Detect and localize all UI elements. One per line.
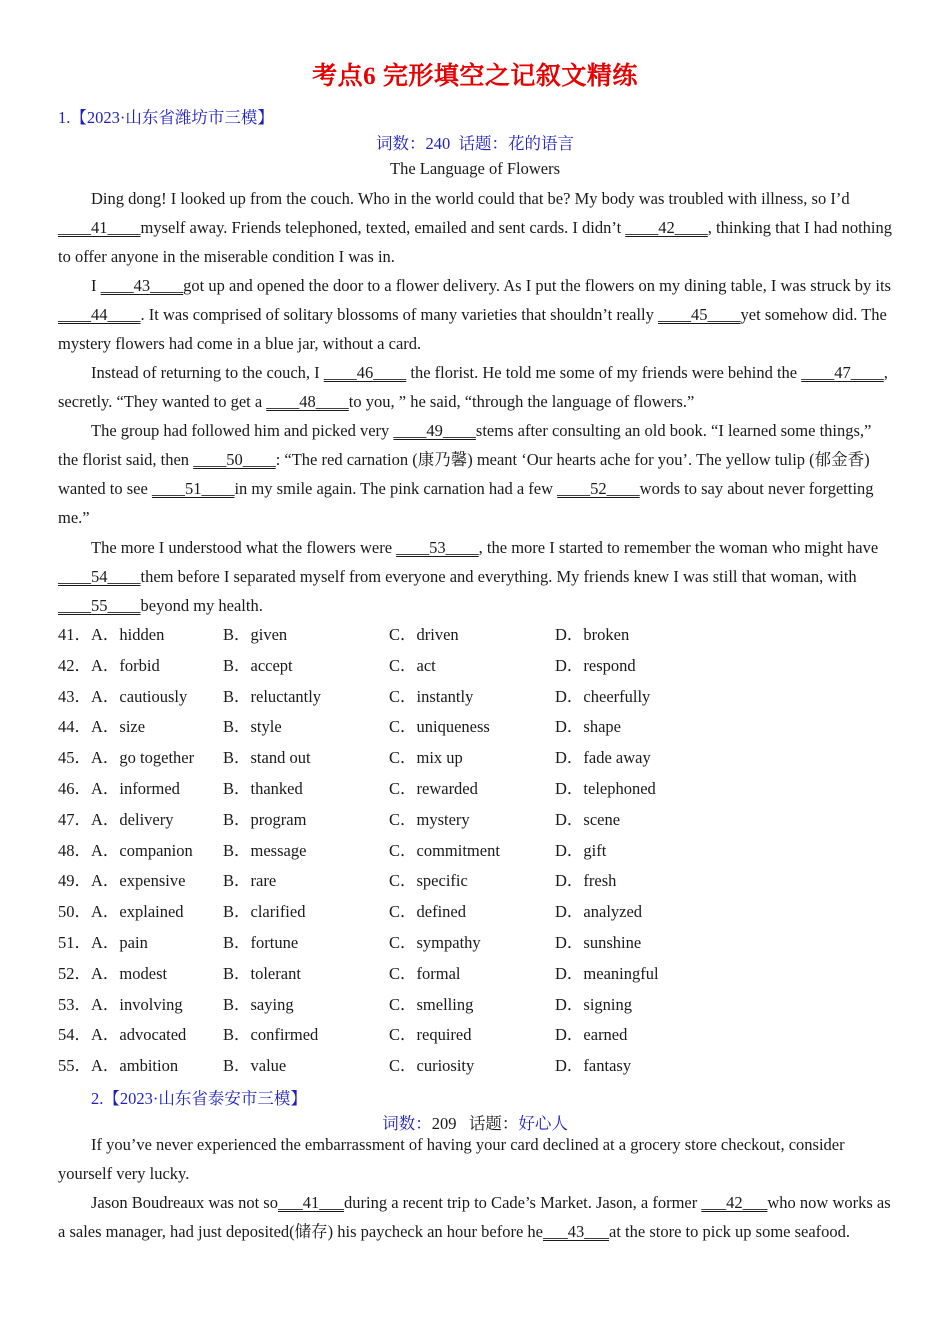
passage-text: beyond my health. xyxy=(140,596,263,615)
option-d: D．meaningful xyxy=(555,963,659,983)
passage-text: Instead of returning to the couch, I xyxy=(91,363,324,382)
passage-text: Ding dong! I looked up from the couch. Who in the world could that be? My body was troubled with illness, so I’d xyxy=(91,189,850,208)
answer-blank: ____43____ xyxy=(100,276,184,295)
answer-blank: ____54____ xyxy=(58,567,141,586)
option-b: B．stand out xyxy=(223,748,311,768)
option-row xyxy=(58,836,758,867)
passage-text: during a recent trip to Cade’s Market. Jason, a former xyxy=(343,1193,702,1212)
option-d: D．scene xyxy=(555,809,621,829)
option-a: A．companion xyxy=(91,840,193,860)
passage-text: myself away. Friends telephoned, texted, emailed and sent cards. I didn’t xyxy=(140,218,626,237)
option-c: C．curiosity xyxy=(389,1056,475,1076)
q1-paragraph xyxy=(58,271,893,358)
answer-blank: ____52____ xyxy=(557,479,640,498)
option-row xyxy=(58,620,758,651)
passage-text: , secretly. “They wanted to get a xyxy=(58,363,888,411)
option-b: B．accept xyxy=(223,655,293,675)
question-number: 54． xyxy=(58,1025,91,1045)
option-b: B．confirmed xyxy=(223,1025,319,1045)
option-a: A．advocated xyxy=(91,1025,187,1045)
option-c: C．required xyxy=(389,1025,472,1045)
passage-text: . It was comprised of solitary blossoms of many varieties that shouldn’t really xyxy=(140,305,659,324)
option-c: C．mystery xyxy=(389,809,470,829)
q1-paragraph xyxy=(58,533,893,620)
option-d: D．fantasy xyxy=(555,1056,632,1076)
q1-paragraph xyxy=(58,416,893,532)
option-row xyxy=(58,743,758,774)
option-a: A．ambition xyxy=(91,1056,179,1076)
answer-blank: ____46____ xyxy=(323,363,407,382)
passage-text: The group had followed him and picked very xyxy=(91,421,394,440)
question-1-meta xyxy=(0,130,950,154)
answer-blank: ____42____ xyxy=(625,218,708,237)
answer-blank: ____47____ xyxy=(801,363,884,382)
passage-text: in my smile again. The pink carnation had a few xyxy=(234,479,558,498)
option-row xyxy=(58,990,758,1021)
option-row xyxy=(58,1051,758,1082)
topic-label: 话题： xyxy=(468,1114,519,1133)
option-c: C．mix up xyxy=(389,748,463,768)
passage-text: who now works as a sales manager, had just deposited(储存) his paycheck an hour before he xyxy=(58,1193,891,1241)
passage-text: the florist. He told me some of my friends were behind the xyxy=(406,363,802,382)
option-a: A．delivery xyxy=(91,809,174,829)
options-list xyxy=(58,620,758,1082)
question-number: 43． xyxy=(58,686,91,706)
option-b: B．fortune xyxy=(223,932,299,952)
option-c: C．commitment xyxy=(389,840,500,860)
answer-blank: ____45____ xyxy=(658,305,741,324)
word-count-label: 词数： xyxy=(376,134,426,153)
option-c: C．driven xyxy=(389,625,459,644)
option-b: B．saying xyxy=(223,994,294,1014)
q1-paragraph xyxy=(58,184,893,271)
question-number: 45． xyxy=(58,748,91,768)
option-a: A．hidden xyxy=(91,625,165,644)
option-d: D．earned xyxy=(555,1025,628,1045)
option-d: D．signing xyxy=(555,994,633,1014)
question-number: 52． xyxy=(58,963,91,983)
word-count: 240 xyxy=(425,134,451,153)
option-a: A．cautiously xyxy=(91,686,188,706)
answer-blank: ___42___ xyxy=(701,1193,768,1212)
passage-text: at the store to pick up some seafood. xyxy=(609,1222,851,1241)
answer-blank: ____41____ xyxy=(58,218,141,237)
word-count: 209 xyxy=(431,1114,457,1133)
option-c: C．sympathy xyxy=(389,932,481,952)
option-b: B．tolerant xyxy=(223,963,301,983)
option-c: C．smelling xyxy=(389,994,474,1014)
option-c: C．specific xyxy=(389,871,468,891)
passage-text: , the more I started to remember the woman who might have xyxy=(478,538,879,557)
option-c: C．uniqueness xyxy=(389,717,490,737)
answer-blank: ____44____ xyxy=(58,305,141,324)
option-c: C．formal xyxy=(389,963,461,983)
q1-paragraph xyxy=(58,358,893,416)
question-number: 49． xyxy=(58,871,91,891)
option-d: D．shape xyxy=(555,717,621,737)
option-a: A．modest xyxy=(91,963,168,983)
option-row xyxy=(58,928,758,959)
passage-text: stems after consulting an old book. “I learned some things,” the florist said, then xyxy=(58,421,872,469)
option-a: A．size xyxy=(91,717,146,737)
answer-blank: ____49____ xyxy=(393,421,476,440)
option-c: C．act xyxy=(389,655,436,675)
question-number: 46． xyxy=(58,778,91,798)
option-d: D．broken xyxy=(555,625,630,644)
option-d: D．cheerfully xyxy=(555,686,651,706)
question-number: 53． xyxy=(58,994,91,1014)
option-row xyxy=(58,959,758,990)
option-b: B．rare xyxy=(223,871,277,891)
option-d: D．analyzed xyxy=(555,902,643,922)
question-number: 41． xyxy=(58,625,91,644)
option-c: C．rewarded xyxy=(389,778,478,798)
answer-blank: ____55____ xyxy=(58,596,141,615)
option-c: C．instantly xyxy=(389,686,474,706)
passage-text: I xyxy=(91,276,101,295)
option-row xyxy=(58,712,758,743)
option-row xyxy=(58,1020,758,1051)
option-a: A．informed xyxy=(91,778,180,798)
option-b: B．value xyxy=(223,1056,287,1076)
question-number: 42． xyxy=(58,655,91,675)
passage-text: yet somehow did. The mystery flowers had come in a blue jar, without a card. xyxy=(58,305,887,353)
page-title: 考点6 完形填空之记叙文精练 xyxy=(312,63,638,90)
passage-text: The more I understood what the flowers were xyxy=(91,538,397,557)
answer-blank: ___43___ xyxy=(543,1222,610,1241)
question-number: 51． xyxy=(58,932,91,952)
option-d: D．gift xyxy=(555,840,607,860)
option-row xyxy=(58,774,758,805)
option-a: A．expensive xyxy=(91,871,186,891)
answer-blank: ____51____ xyxy=(151,479,235,498)
question-number: 47． xyxy=(58,809,91,829)
passage-text: got up and opened the door to a flower delivery. As I put the flowers on my dining table, I was struck by its xyxy=(183,276,891,295)
answer-blank: ____53____ xyxy=(396,538,479,557)
option-b: B．clarified xyxy=(223,902,306,922)
option-a: A．go together xyxy=(91,748,195,768)
passage-text: to you, ” he said, “through the language of flowers.” xyxy=(348,392,695,411)
question-number: 50． xyxy=(58,902,91,922)
word-count-label: 词数： xyxy=(382,1114,432,1133)
q2-paragraph xyxy=(58,1188,893,1246)
topic-label: 话题： xyxy=(458,134,508,153)
option-b: B．message xyxy=(223,840,307,860)
option-d: D．fade away xyxy=(555,748,651,768)
option-c: C．defined xyxy=(389,902,466,922)
question-2-source: 2.【2023·山东省泰安市三模】 xyxy=(91,1089,307,1108)
question-number: 55． xyxy=(58,1056,91,1076)
option-d: D．telephoned xyxy=(555,778,656,798)
option-b: B．reluctantly xyxy=(223,686,322,706)
option-b: B．thanked xyxy=(223,778,303,798)
answer-blank: ____50____ xyxy=(193,450,276,469)
question-1-source: 1.【2023·山东省潍坊市三模】 xyxy=(58,108,274,127)
option-row xyxy=(58,651,758,682)
answer-blank: ___41___ xyxy=(277,1193,344,1212)
option-d: D．sunshine xyxy=(555,932,642,952)
passage-text: : “The red carnation (康乃馨) meant ‘Our hearts ache for you’. The yellow tulip (郁金香) wanted to see xyxy=(58,450,870,498)
passage-text: words to say about never forgetting me.” xyxy=(58,479,874,527)
passage-title: The Language of Flowers xyxy=(390,159,560,178)
option-row xyxy=(58,805,758,836)
option-b: B．program xyxy=(223,809,307,829)
q2-paragraph xyxy=(58,1130,893,1188)
option-b: B．given xyxy=(223,625,288,644)
topic: 花的语言 xyxy=(508,134,574,153)
question-number: 48． xyxy=(58,840,91,860)
answer-blank: ____48____ xyxy=(266,392,349,411)
option-a: A．forbid xyxy=(91,655,160,675)
option-a: A．pain xyxy=(91,932,148,952)
option-d: D．fresh xyxy=(555,871,617,891)
passage-text: If you’ve never experienced the embarrassment of having your card declined at a grocery store checkout, consider yourself very lucky. xyxy=(58,1135,845,1183)
option-row xyxy=(58,682,758,713)
question-number: 44． xyxy=(58,717,91,737)
option-row xyxy=(58,866,758,897)
topic: 好心人 xyxy=(518,1114,568,1133)
option-b: B．style xyxy=(223,717,282,737)
option-d: D．respond xyxy=(555,655,636,675)
option-row xyxy=(58,897,758,928)
option-a: A．explained xyxy=(91,902,184,922)
option-a: A．involving xyxy=(91,994,183,1014)
passage-text: Jason Boudreaux was not so xyxy=(91,1193,278,1212)
passage-text: , thinking that I had nothing to offer anyone in the miserable condition I was in. xyxy=(58,218,893,266)
passage-text: them before I separated myself from everyone and everything. My friends knew I was still that woman, with xyxy=(140,567,857,586)
